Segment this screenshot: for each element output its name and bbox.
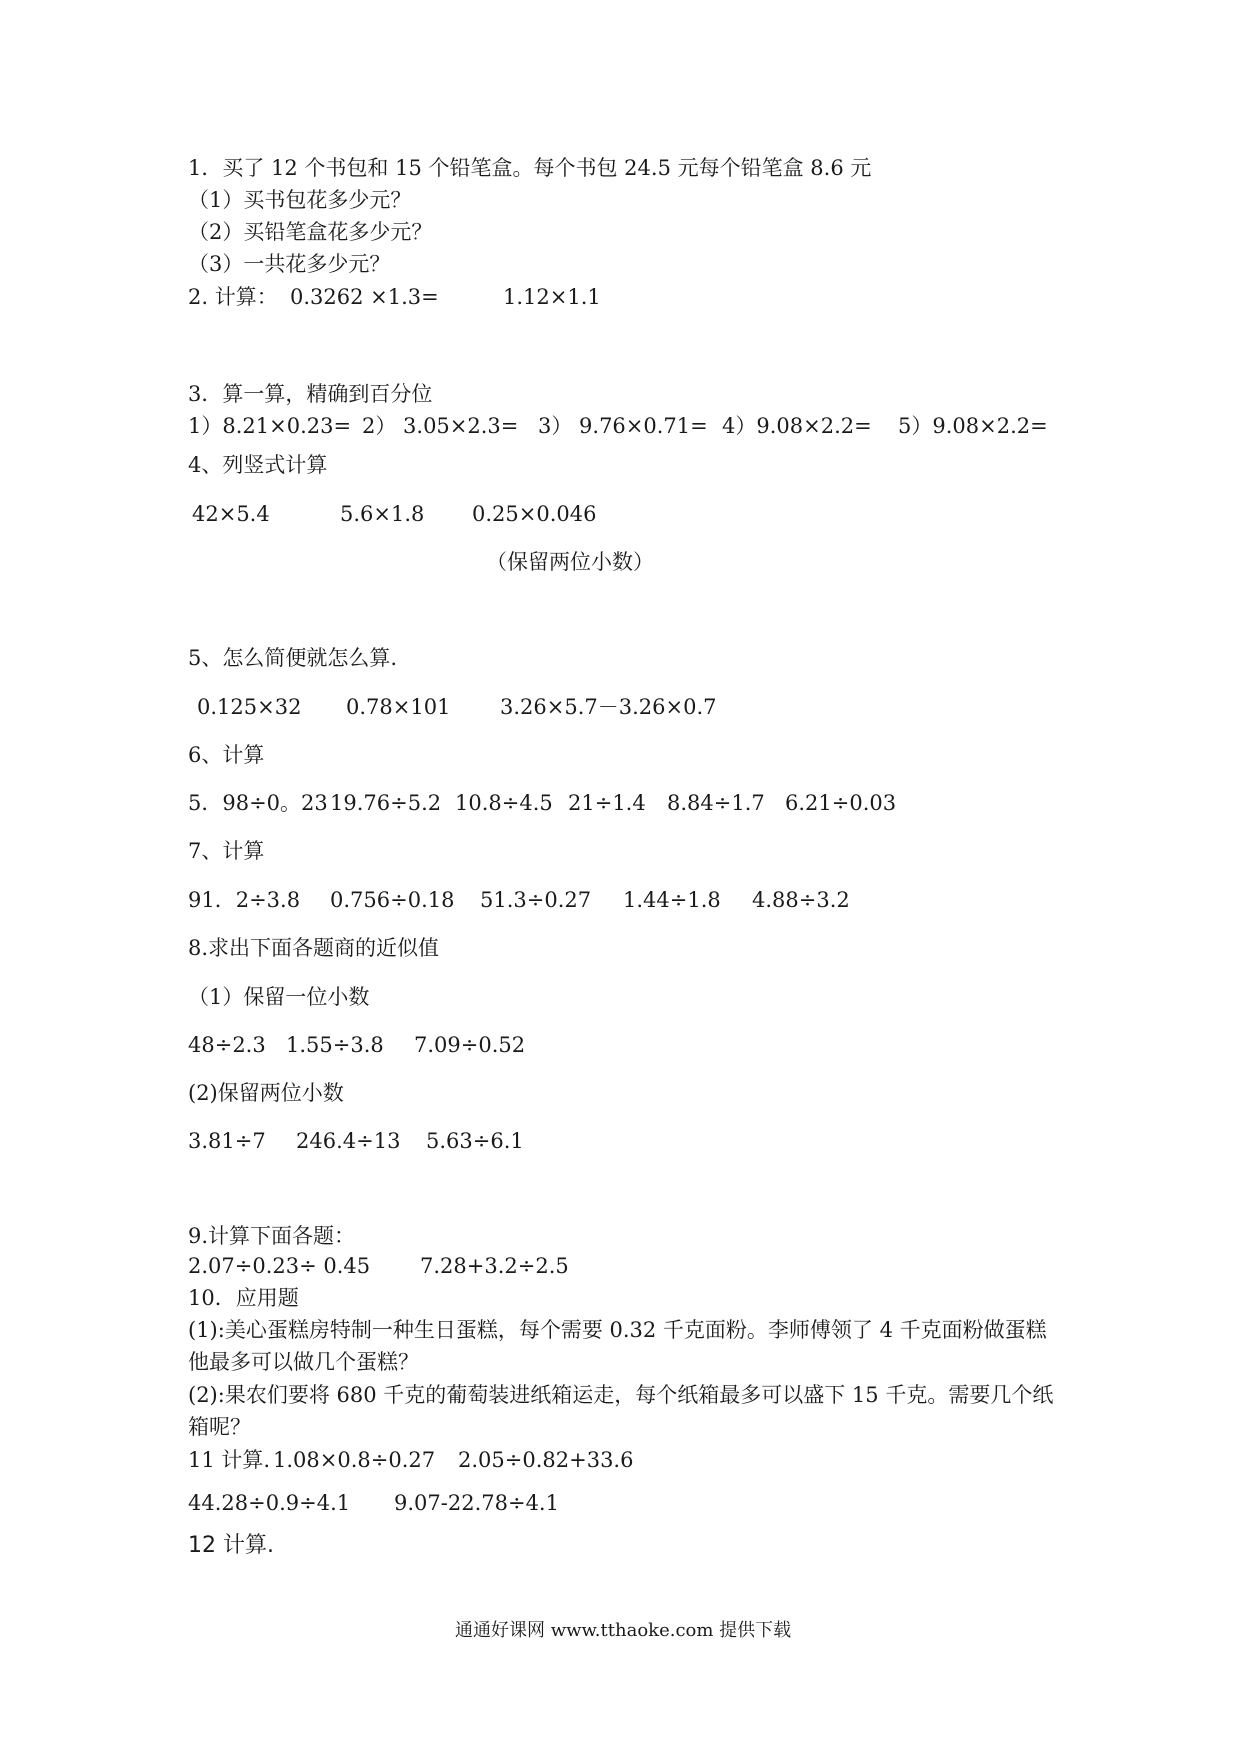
q10-p1-line-1: (1):美心蛋糕房特制一种生日蛋糕，每个需要 0.32 千克面粉。李师傅领了 4 千克面粉做蛋糕 (188, 1318, 1047, 1342)
q3-item-1: 1）8.21×0.23= (188, 414, 352, 438)
q12-title: 12 计算. (188, 1533, 274, 1558)
q5-item-3: 3.26×5.7－3.26×0.7 (500, 695, 717, 719)
q5-title: 5、怎么简便就怎么算. (188, 646, 398, 670)
q9-title: 9.计算下面各题： (188, 1224, 356, 1248)
q3-title: 3．算一算，精确到百分位 (188, 382, 433, 406)
q7-item-4: 1.44÷1.8 (623, 888, 721, 912)
q1-part-1: （1）买书包花多少元？ (188, 188, 412, 212)
q5-item-1: 0.125×32 (197, 695, 302, 719)
q8-part2-title: (2)保留两位小数 (188, 1081, 344, 1105)
q11-row1-item-1: 1.08×0.8÷0.27 (273, 1448, 436, 1472)
q6-item-4: 21÷1.4 (568, 791, 646, 815)
q3-item-2: 2） 3.05×2.3= (362, 414, 519, 438)
q2-item-1: 0.3262 ×1.3= (290, 285, 439, 309)
q9-item-2: 7.28+3.2÷2.5 (420, 1254, 569, 1278)
q10-p2-line-2: 箱呢？ (188, 1415, 251, 1439)
q10-title: 10．应用题 (188, 1286, 299, 1310)
q10-p2-line-1: (2):果农们要将 680 千克的葡萄装进纸箱运走，每个纸箱最多可以盛下 15 千克。需要几个纸 (188, 1383, 1054, 1407)
q6-title: 6、计算 (188, 743, 265, 767)
q7-item-3: 51.3÷0.27 (480, 888, 592, 912)
q6-item-5: 8.84÷1.7 (667, 791, 765, 815)
q10-p1-line-2: 他最多可以做几个蛋糕？ (188, 1350, 419, 1374)
q8-part1-item-2: 1.55÷3.8 (286, 1033, 384, 1057)
q7-title: 7、计算 (188, 839, 265, 863)
q8-part1-item-1: 48÷2.3 (188, 1033, 266, 1057)
q2-label: 2. 计算： (188, 285, 278, 309)
q7-item-1: 91．2÷3.8 (188, 888, 301, 912)
q6-item-6: 6.21÷0.03 (785, 791, 897, 815)
q6-item-1: 5．98÷0。23 (188, 791, 328, 815)
q11-row2-item-2: 9.07-22.78÷4.1 (394, 1491, 559, 1515)
q3-item-5: 5）9.08×2.2= (898, 414, 1048, 438)
q8-part2-item-3: 5.63÷6.1 (426, 1129, 524, 1153)
q4-item-1: 42×5.4 (192, 502, 270, 526)
q11-row2-item-1: 44.28÷0.9÷4.1 (188, 1491, 351, 1515)
q6-item-3: 10.8÷4.5 (455, 791, 553, 815)
q7-item-2: 0.756÷0.18 (330, 888, 455, 912)
q5-item-2: 0.78×101 (346, 695, 451, 719)
q8-part1-title: （1）保留一位小数 (188, 985, 370, 1009)
q4-item-3: 0.25×0.046 (472, 502, 597, 526)
q11-label: 11 计算. (188, 1448, 271, 1472)
q11-row1-item-2: 2.05÷0.82+33.6 (458, 1448, 634, 1472)
q8-title: 8.求出下面各题商的近似值 (188, 936, 440, 960)
q4-note: （保留两位小数） (486, 550, 654, 574)
q7-item-5: 4.88÷3.2 (752, 888, 850, 912)
q2-item-2: 1.12×1.1 (503, 285, 601, 309)
q6-item-2: 19.76÷5.2 (330, 791, 442, 815)
q3-item-4: 4）9.08×2.2= (722, 414, 872, 438)
q8-part2-item-1: 3.81÷7 (188, 1129, 266, 1153)
page-footer: 通通好课网 www.tthaoke.com 提供下载 (455, 1620, 792, 1641)
q3-item-3: 3） 9.76×0.71= (538, 414, 708, 438)
q9-item-1: 2.07÷0.23÷ 0.45 (188, 1254, 371, 1278)
q1-part-3: （3）一共花多少元？ (188, 252, 391, 276)
q4-item-2: 5.6×1.8 (340, 502, 425, 526)
q1-title: 1．买了 12 个书包和 15 个铅笔盒。每个书包 24.5 元每个铅笔盒 8.6 元 (188, 156, 872, 180)
q8-part2-item-2: 246.4÷13 (296, 1129, 401, 1153)
q4-title: 4、列竖式计算 (188, 453, 328, 477)
q1-part-2: （2）买铅笔盒花多少元？ (188, 220, 433, 244)
q8-part1-item-3: 7.09÷0.52 (414, 1033, 526, 1057)
